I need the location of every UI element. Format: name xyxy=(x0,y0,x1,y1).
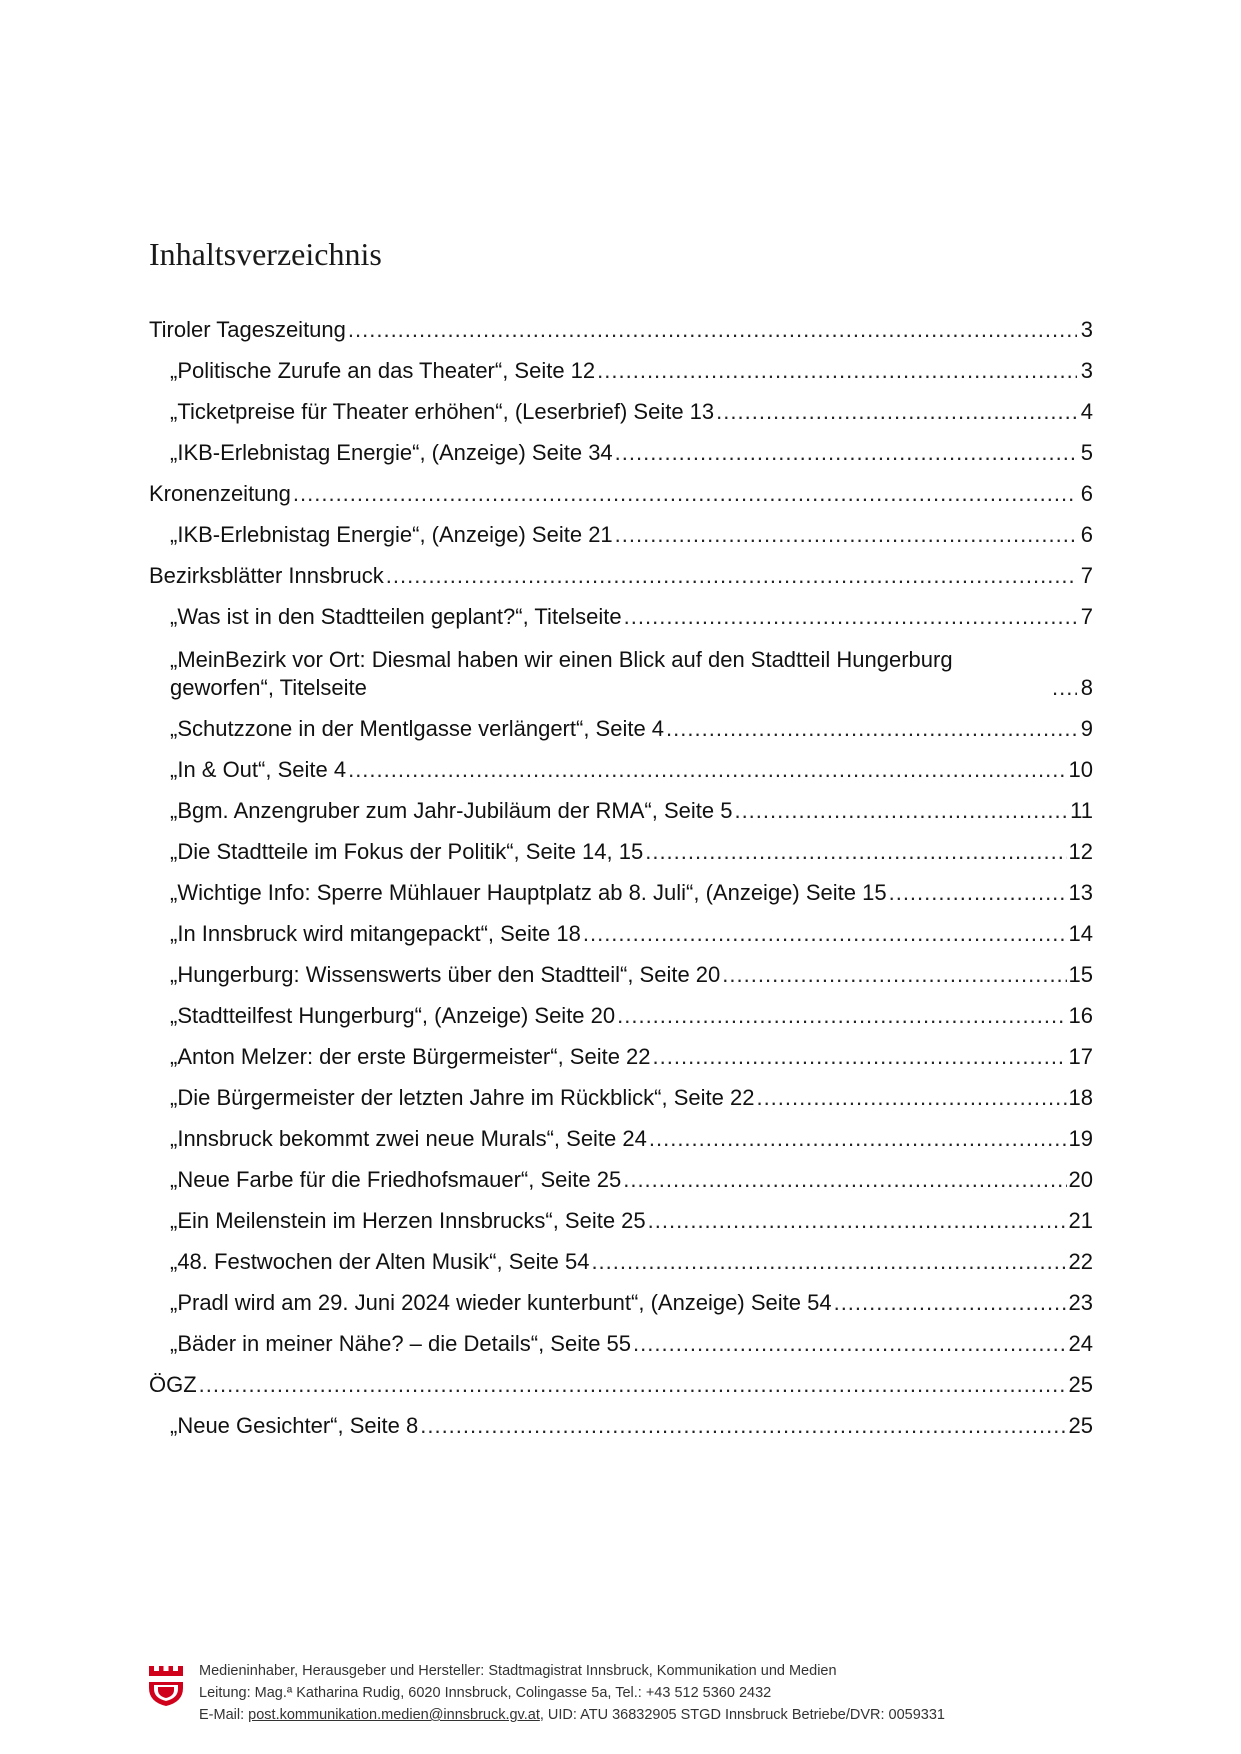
toc-entry-title: „MeinBezirk vor Ort: Diesmal haben wir einen Blick auf den Stadtteil Hungerburg geworfen“, Titelseite xyxy=(170,647,953,700)
toc-page-number: 3 xyxy=(1080,358,1093,383)
toc-page-number: 20 xyxy=(1068,1167,1093,1192)
toc-section-entry[interactable] xyxy=(149,467,1093,508)
toc-page-number: 16 xyxy=(1068,1003,1093,1028)
toc-page-number: 6 xyxy=(1080,481,1093,506)
toc-dot-leader xyxy=(756,1084,1066,1112)
toc-page-number: 6 xyxy=(1080,522,1093,547)
email-label: E-Mail: xyxy=(199,1707,249,1723)
toc-article-entry[interactable] xyxy=(149,702,1093,743)
toc-entry-title: ÖGZ xyxy=(149,1372,197,1397)
toc-article-entry[interactable] xyxy=(149,1276,1093,1317)
toc-dot-leader xyxy=(889,879,1067,907)
toc-entry-title: Kronenzeitung xyxy=(149,481,291,506)
toc-dot-leader xyxy=(591,1248,1066,1276)
toc-dot-leader xyxy=(583,920,1067,948)
toc-dot-leader xyxy=(293,480,1077,508)
toc-section-entry[interactable] xyxy=(149,549,1093,590)
toc-page-number: 8 xyxy=(1080,675,1093,700)
toc-dot-leader xyxy=(633,1330,1066,1358)
footer-text xyxy=(199,1660,945,1726)
toc-page-number: 9 xyxy=(1080,716,1093,741)
toc-entry-title: „Was ist in den Stadtteilen geplant?“, Titelseite xyxy=(170,604,622,629)
innsbruck-logo-icon xyxy=(149,1666,183,1706)
toc-entry-title: „Schutzzone in der Mentlgasse verlängert“, Seite 4 xyxy=(170,716,665,741)
toc-entry-title: Tiroler Tageszeitung xyxy=(149,317,346,342)
uid-text: , UID: ATU 36832905 STGD Innsbruck Betriebe/DVR: 0059331 xyxy=(539,1707,945,1723)
toc-article-entry[interactable] xyxy=(149,907,1093,948)
toc-entry-title: „Die Bürgermeister der letzten Jahre im Rückblick“, Seite 22 xyxy=(170,1085,755,1110)
toc-entry-title: „Wichtige Info: Sperre Mühlauer Hauptplatz ab 8. Juli“, (Anzeige) Seite 15 xyxy=(170,880,887,905)
toc-entry-title: „Anton Melzer: der erste Bürgermeister“, Seite 22 xyxy=(170,1044,651,1069)
toc-entry-title: „Bgm. Anzengruber zum Jahr-Jubiläum der RMA“, Seite 5 xyxy=(170,798,733,823)
toc-entry-title: „Pradl wird am 29. Juni 2024 wieder kunterbunt“, (Anzeige) Seite 54 xyxy=(170,1290,832,1315)
toc-entry-title: „In Innsbruck wird mitangepackt“, Seite 18 xyxy=(170,921,581,946)
toc-article-entry[interactable] xyxy=(149,426,1093,467)
toc-article-entry[interactable] xyxy=(149,743,1093,784)
toc-page-number: 25 xyxy=(1068,1413,1093,1438)
toc-page-number: 15 xyxy=(1068,962,1093,987)
toc-dot-leader xyxy=(624,603,1077,631)
toc-entry-title: „Politische Zurufe an das Theater“, Seite 12 xyxy=(170,358,596,383)
footer-line-contact xyxy=(199,1704,945,1726)
toc-article-entry[interactable] xyxy=(149,385,1093,426)
toc-entry-title: „Stadtteilfest Hungerburg“, (Anzeige) Seite 20 xyxy=(170,1003,616,1028)
toc-article-entry[interactable] xyxy=(149,1153,1093,1194)
toc-page-number: 13 xyxy=(1068,880,1093,905)
toc-page-number: 23 xyxy=(1068,1290,1093,1315)
toc-page-number: 12 xyxy=(1068,839,1093,864)
toc-article-entry[interactable] xyxy=(149,1030,1093,1071)
toc-entry-title: „Ein Meilenstein im Herzen Innsbrucks“, Seite 25 xyxy=(170,1208,646,1233)
footer xyxy=(149,1660,1089,1730)
footer-line-management: Leitung: Mag.ª Katharina Rudig, 6020 Innsbruck, Colingasse 5a, Tel.: +43 512 5360 2432 xyxy=(199,1685,772,1701)
toc-page-number: 10 xyxy=(1068,757,1093,782)
toc-page-number: 19 xyxy=(1068,1126,1093,1151)
toc-page-number: 25 xyxy=(1068,1372,1093,1397)
toc-dot-leader xyxy=(734,797,1068,825)
table-of-contents xyxy=(149,303,1093,1440)
toc-article-entry[interactable] xyxy=(149,784,1093,825)
toc-page-number: 17 xyxy=(1068,1044,1093,1069)
toc-article-entry[interactable] xyxy=(149,1317,1093,1358)
toc-article-entry[interactable] xyxy=(149,989,1093,1030)
toc-entry-title: „Die Stadtteile im Fokus der Politik“, Seite 14, 15 xyxy=(170,839,644,864)
toc-article-entry[interactable] xyxy=(149,590,1093,631)
toc-page-number: 18 xyxy=(1068,1085,1093,1110)
toc-page-number: 7 xyxy=(1080,563,1093,588)
toc-entry-title: „Innsbruck bekommt zwei neue Murals“, Seite 24 xyxy=(170,1126,647,1151)
toc-dot-leader xyxy=(615,439,1077,467)
email-link[interactable]: post.kommunikation.medien@innsbruck.gv.at xyxy=(248,1707,540,1723)
toc-page-number: 14 xyxy=(1068,921,1093,946)
toc-article-entry[interactable] xyxy=(149,1071,1093,1112)
toc-article-entry[interactable] xyxy=(149,825,1093,866)
document-title: Inhaltsverzeichnis xyxy=(149,236,382,272)
toc-dot-leader xyxy=(666,715,1077,743)
toc-article-entry[interactable] xyxy=(149,1194,1093,1235)
toc-entry-title: „Hungerburg: Wissenswerts über den Stadtteil“, Seite 20 xyxy=(170,962,721,987)
toc-article-entry[interactable] xyxy=(149,866,1093,907)
toc-entry-title: „Ticketpreise für Theater erhöhen“, (Leserbrief) Seite 13 xyxy=(170,399,715,424)
toc-entry-title: „Bäder in meiner Nähe? – die Details“, Seite 55 xyxy=(170,1331,632,1356)
toc-entry-title: „IKB-Erlebnistag Energie“, (Anzeige) Seite 21 xyxy=(170,522,613,547)
toc-page-number: 4 xyxy=(1080,399,1093,424)
toc-dot-leader xyxy=(645,838,1066,866)
toc-page-number: 22 xyxy=(1068,1249,1093,1274)
toc-page-number: 3 xyxy=(1080,317,1093,342)
toc-entry-title: „48. Festwochen der Alten Musik“, Seite 54 xyxy=(170,1249,590,1274)
toc-article-entry[interactable] xyxy=(149,631,1093,702)
toc-dot-leader xyxy=(348,316,1077,344)
toc-article-entry[interactable] xyxy=(149,1399,1093,1440)
toc-article-entry[interactable] xyxy=(149,508,1093,549)
toc-section-entry[interactable] xyxy=(149,1358,1093,1399)
toc-dot-leader xyxy=(834,1289,1067,1317)
toc-page-number: 21 xyxy=(1068,1208,1093,1233)
toc-dot-leader xyxy=(386,562,1077,590)
toc-page-number: 7 xyxy=(1080,604,1093,629)
toc-dot-leader xyxy=(420,1412,1066,1440)
toc-dot-leader xyxy=(597,357,1077,385)
toc-page-number: 11 xyxy=(1070,798,1093,823)
toc-page-number: 24 xyxy=(1068,1331,1093,1356)
toc-article-entry[interactable] xyxy=(149,1112,1093,1153)
toc-dot-leader xyxy=(722,961,1066,989)
toc-article-entry[interactable] xyxy=(149,344,1093,385)
toc-dot-leader xyxy=(623,1166,1066,1194)
toc-article-entry[interactable] xyxy=(149,1235,1093,1276)
toc-dot-leader xyxy=(716,398,1077,426)
toc-entry-title: „IKB-Erlebnistag Energie“, (Anzeige) Seite 34 xyxy=(170,440,613,465)
toc-article-entry[interactable] xyxy=(149,948,1093,989)
toc-entry-title: „Neue Gesichter“, Seite 8 xyxy=(170,1413,419,1438)
footer-line-publisher: Medieninhaber, Herausgeber und Hersteller: Stadtmagistrat Innsbruck, Kommunikation und Medien xyxy=(199,1663,837,1679)
toc-dot-leader xyxy=(648,1207,1067,1235)
toc-dot-leader xyxy=(348,756,1066,784)
toc-section-entry[interactable] xyxy=(149,303,1093,344)
toc-dot-leader xyxy=(199,1371,1067,1399)
toc-dot-leader xyxy=(1052,674,1077,702)
toc-dot-leader xyxy=(615,521,1077,549)
toc-entry-title: Bezirksblätter Innsbruck xyxy=(149,563,384,588)
toc-entry-title: „In & Out“, Seite 4 xyxy=(170,757,347,782)
toc-dot-leader xyxy=(653,1043,1067,1071)
toc-entry-title: „Neue Farbe für die Friedhofsmauer“, Seite 25 xyxy=(170,1167,622,1192)
toc-page-number: 5 xyxy=(1080,440,1093,465)
toc-dot-leader xyxy=(649,1125,1067,1153)
toc-dot-leader xyxy=(617,1002,1066,1030)
